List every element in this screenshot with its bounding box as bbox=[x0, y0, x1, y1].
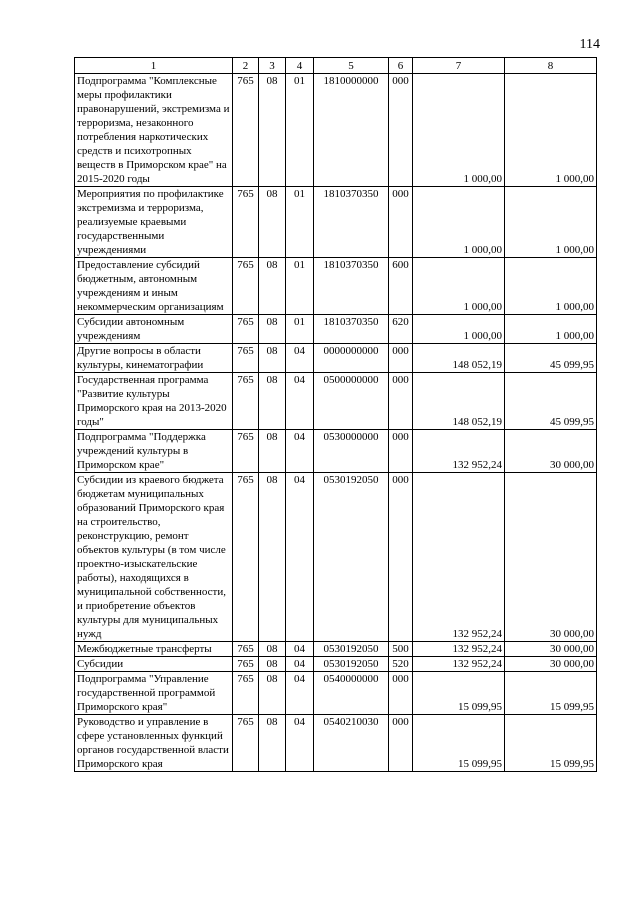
amount-cell: 132 952,24 bbox=[413, 642, 505, 657]
amount-cell: 1 000,00 bbox=[505, 315, 597, 344]
amount-cell: 15 099,95 bbox=[413, 715, 505, 772]
code-cell: 04 bbox=[286, 672, 314, 715]
code-cell: 000 bbox=[389, 344, 413, 373]
code-cell: 04 bbox=[286, 715, 314, 772]
amount-cell: 1 000,00 bbox=[505, 74, 597, 187]
column-header: 6 bbox=[389, 58, 413, 74]
code-cell: 01 bbox=[286, 187, 314, 258]
amount-cell: 30 000,00 bbox=[505, 430, 597, 473]
code-cell: 08 bbox=[259, 672, 286, 715]
row-name-cell: Субсидии автономным учреждениям bbox=[75, 315, 233, 344]
code-cell: 1810370350 bbox=[314, 187, 389, 258]
code-cell: 1810370350 bbox=[314, 258, 389, 315]
page-number: 114 bbox=[579, 37, 600, 52]
table-row bbox=[75, 642, 597, 657]
code-cell: 08 bbox=[259, 642, 286, 657]
code-cell: 1810000000 bbox=[314, 74, 389, 187]
code-cell: 000 bbox=[389, 715, 413, 772]
amount-cell: 1 000,00 bbox=[413, 74, 505, 187]
code-cell: 600 bbox=[389, 258, 413, 315]
column-header: 3 bbox=[259, 58, 286, 74]
code-cell: 08 bbox=[259, 315, 286, 344]
code-cell: 0530192050 bbox=[314, 657, 389, 672]
table-row bbox=[75, 715, 597, 772]
code-cell: 08 bbox=[259, 473, 286, 642]
table-row bbox=[75, 187, 597, 258]
code-cell: 0540210030 bbox=[314, 715, 389, 772]
code-cell: 1810370350 bbox=[314, 315, 389, 344]
amount-cell: 1 000,00 bbox=[413, 258, 505, 315]
column-header: 5 bbox=[314, 58, 389, 74]
code-cell: 04 bbox=[286, 344, 314, 373]
code-cell: 500 bbox=[389, 642, 413, 657]
code-cell: 620 bbox=[389, 315, 413, 344]
amount-cell: 15 099,95 bbox=[505, 715, 597, 772]
code-cell: 08 bbox=[259, 258, 286, 315]
code-cell: 765 bbox=[233, 315, 259, 344]
row-name-cell: Государственная программа "Развитие культуры Приморского края на 2013-2020 годы" bbox=[75, 373, 233, 430]
code-cell: 765 bbox=[233, 430, 259, 473]
code-cell: 000 bbox=[389, 187, 413, 258]
code-cell: 0500000000 bbox=[314, 373, 389, 430]
code-cell: 0530192050 bbox=[314, 473, 389, 642]
code-cell: 765 bbox=[233, 473, 259, 642]
code-cell: 01 bbox=[286, 74, 314, 187]
amount-cell: 148 052,19 bbox=[413, 373, 505, 430]
amount-cell: 1 000,00 bbox=[505, 187, 597, 258]
budget-table bbox=[74, 57, 597, 772]
row-name-cell: Руководство и управление в сфере установленных функций органов государственной власти Приморского края bbox=[75, 715, 233, 772]
code-cell: 08 bbox=[259, 430, 286, 473]
row-name-cell: Предоставление субсидий бюджетным, автономным учреждениям и иным некоммерческим организациям bbox=[75, 258, 233, 315]
code-cell: 01 bbox=[286, 258, 314, 315]
code-cell: 0540000000 bbox=[314, 672, 389, 715]
code-cell: 08 bbox=[259, 657, 286, 672]
column-header: 4 bbox=[286, 58, 314, 74]
amount-cell: 1 000,00 bbox=[505, 258, 597, 315]
row-name-cell: Межбюджетные трансферты bbox=[75, 642, 233, 657]
code-cell: 0000000000 bbox=[314, 344, 389, 373]
code-cell: 765 bbox=[233, 672, 259, 715]
row-name-cell: Подпрограмма "Комплексные меры профилактики правонарушений, экстремизма и терроризма, незаконного потребления наркотических средств и психотропных веществ в Приморском крае" на 2015-2020 годы bbox=[75, 74, 233, 187]
column-header: 8 bbox=[505, 58, 597, 74]
row-name-cell: Субсидии bbox=[75, 657, 233, 672]
amount-cell: 30 000,00 bbox=[505, 657, 597, 672]
column-header: 7 bbox=[413, 58, 505, 74]
amount-cell: 148 052,19 bbox=[413, 344, 505, 373]
code-cell: 01 bbox=[286, 315, 314, 344]
table-row bbox=[75, 430, 597, 473]
code-cell: 765 bbox=[233, 344, 259, 373]
table-row bbox=[75, 373, 597, 430]
table-row bbox=[75, 258, 597, 315]
row-name-cell: Другие вопросы в области культуры, кинематографии bbox=[75, 344, 233, 373]
table-header-row bbox=[75, 58, 597, 74]
code-cell: 765 bbox=[233, 715, 259, 772]
amount-cell: 15 099,95 bbox=[505, 672, 597, 715]
code-cell: 08 bbox=[259, 344, 286, 373]
amount-cell: 132 952,24 bbox=[413, 473, 505, 642]
code-cell: 0530192050 bbox=[314, 642, 389, 657]
row-name-cell: Подпрограмма "Поддержка учреждений культуры в Приморском крае" bbox=[75, 430, 233, 473]
code-cell: 765 bbox=[233, 642, 259, 657]
table-row bbox=[75, 473, 597, 642]
code-cell: 000 bbox=[389, 373, 413, 430]
row-name-cell: Субсидии из краевого бюджета бюджетам муниципальных образований Приморского края на строительство, реконструкцию, ремонт объектов культуры (в том числе проектно-изыскательские работы), находящихся в муниципальной собственности, и приобретение объектов культуры для муниципальных нужд bbox=[75, 473, 233, 642]
column-header: 2 bbox=[233, 58, 259, 74]
row-name-cell: Подпрограмма "Управление государственной программой Приморского края" bbox=[75, 672, 233, 715]
code-cell: 04 bbox=[286, 642, 314, 657]
code-cell: 765 bbox=[233, 187, 259, 258]
code-cell: 000 bbox=[389, 473, 413, 642]
table-row bbox=[75, 74, 597, 187]
amount-cell: 1 000,00 bbox=[413, 315, 505, 344]
code-cell: 04 bbox=[286, 657, 314, 672]
code-cell: 0530000000 bbox=[314, 430, 389, 473]
code-cell: 04 bbox=[286, 430, 314, 473]
code-cell: 765 bbox=[233, 258, 259, 315]
code-cell: 000 bbox=[389, 74, 413, 187]
amount-cell: 1 000,00 bbox=[413, 187, 505, 258]
code-cell: 000 bbox=[389, 672, 413, 715]
code-cell: 04 bbox=[286, 473, 314, 642]
table-row bbox=[75, 657, 597, 672]
table-row bbox=[75, 344, 597, 373]
amount-cell: 132 952,24 bbox=[413, 657, 505, 672]
table-row bbox=[75, 315, 597, 344]
amount-cell: 132 952,24 bbox=[413, 430, 505, 473]
code-cell: 08 bbox=[259, 715, 286, 772]
amount-cell: 30 000,00 bbox=[505, 473, 597, 642]
amount-cell: 45 099,95 bbox=[505, 344, 597, 373]
amount-cell: 30 000,00 bbox=[505, 642, 597, 657]
code-cell: 08 bbox=[259, 74, 286, 187]
code-cell: 000 bbox=[389, 430, 413, 473]
code-cell: 765 bbox=[233, 74, 259, 187]
code-cell: 04 bbox=[286, 373, 314, 430]
code-cell: 520 bbox=[389, 657, 413, 672]
row-name-cell: Мероприятия по профилактике экстремизма и терроризма, реализуемые краевыми государственными учреждениями bbox=[75, 187, 233, 258]
amount-cell: 15 099,95 bbox=[413, 672, 505, 715]
amount-cell: 45 099,95 bbox=[505, 373, 597, 430]
code-cell: 765 bbox=[233, 657, 259, 672]
column-header: 1 bbox=[75, 58, 233, 74]
code-cell: 08 bbox=[259, 187, 286, 258]
code-cell: 08 bbox=[259, 373, 286, 430]
table-row bbox=[75, 672, 597, 715]
code-cell: 765 bbox=[233, 373, 259, 430]
